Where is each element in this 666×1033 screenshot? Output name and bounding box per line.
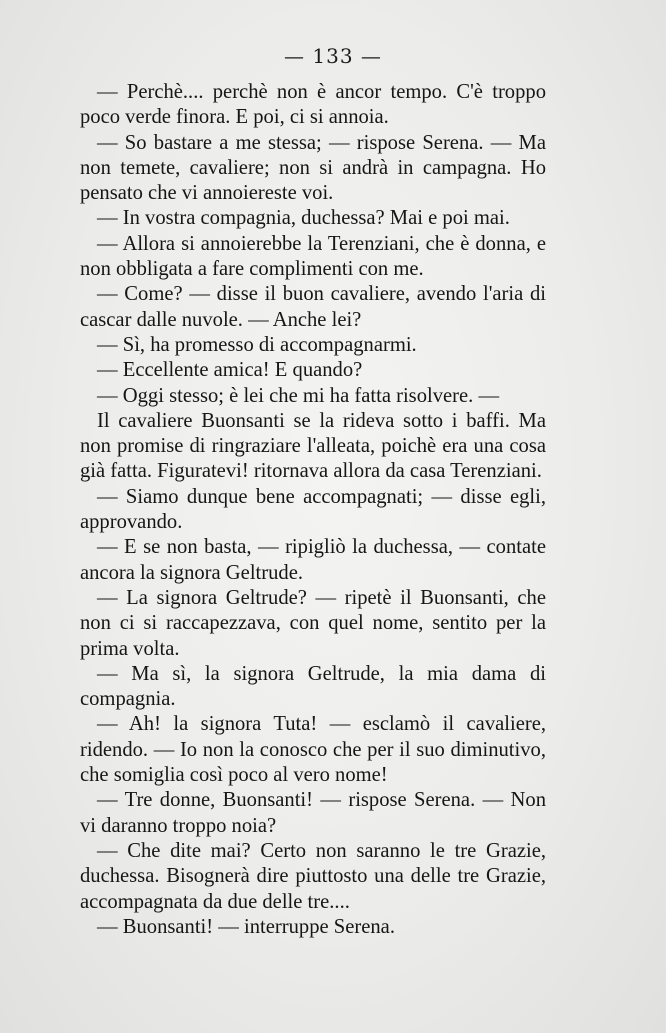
paragraph: — Che dite mai? Certo non saranno le tre Grazie, duchessa. Bisognerà dire piuttosto una delle tre Grazie, accompagnata da due delle tre.... [80, 839, 546, 913]
paragraph: — Sì, ha promesso di accompagnarmi. [97, 333, 417, 356]
paragraph: — Tre donne, Buonsanti! — rispose Serena. — Non vi daranno troppo noia? [80, 789, 546, 837]
paragraph: — Ma sì, la signora Geltrude, la mia dama di compagnia. [80, 662, 546, 711]
paragraph: — Ah! la signora Tuta! — esclamò il cavaliere, ridendo. — Io non la conosco che per il suo diminutivo, che somiglia così poco al vero nome! [80, 713, 546, 787]
paragraph: — E se non basta, — ripigliò la duchessa, — contate ancora la signora Geltrude. [80, 536, 546, 584]
paragraph: — Perchè.... perchè non è ancor tempo. C'è troppo poco verde finora. E poi, ci si annoia. [80, 81, 546, 129]
body-text [80, 80, 546, 940]
paragraph: — Buonsanti! — interruppe Serena. [97, 915, 395, 938]
paragraph: — Allora si annoierebbe la Terenziani, che è donna, e non obbligata a fare complimenti con me. [80, 232, 546, 281]
paragraph: — Siamo dunque bene accompagnati; — disse egli, approvando. [80, 485, 546, 534]
paragraph: Il cavaliere Buonsanti se la rideva sotto i baffi. Ma non promise di ringraziare l'alleata, poichè era una cosa già fatta. Figuratevi! ritornava allora da casa Terenziani. [80, 409, 546, 483]
paragraph: — La signora Geltrude? — ripetè il Buonsanti, che non ci si raccapezzava, con quel nome, sentito per la prima volta. [80, 586, 546, 660]
paragraph: — So bastare a me stessa; — rispose Serena. — Ma non temete, cavaliere; non si andrà in campagna. Ho pensato che vi annoiereste voi. [80, 131, 546, 205]
paragraph: — Come? — disse il buon cavaliere, avendo l'aria di cascar dalle nuvole. — Anche lei? [80, 283, 546, 331]
paragraph: — In vostra compagnia, duchessa? Mai e poi mai. [97, 207, 510, 230]
paragraph: — Oggi stesso; è lei che mi ha fatta risolvere. — [97, 384, 500, 407]
paragraph: — Eccellente amica! E quando? [97, 359, 363, 382]
page-number: — 133 — [284, 44, 382, 68]
